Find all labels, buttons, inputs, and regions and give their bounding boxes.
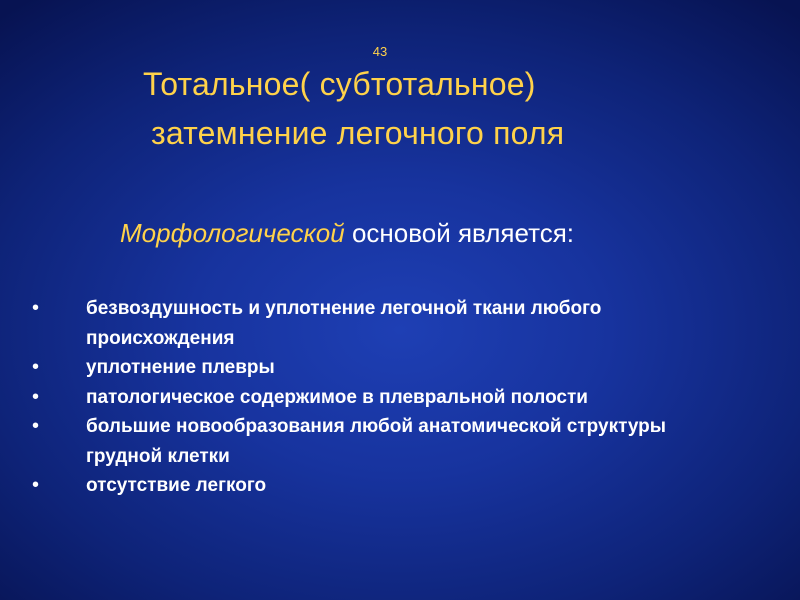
bullet-icon: • bbox=[32, 297, 40, 319]
bullet-text: отсутствие легкого bbox=[86, 475, 267, 496]
bullet-item bbox=[30, 353, 730, 383]
bullet-text: патологическое содержимое в плевральной полости bbox=[86, 386, 588, 408]
bullet-item bbox=[30, 471, 730, 501]
bullet-item bbox=[30, 412, 730, 471]
bullet-item bbox=[30, 383, 730, 413]
slide-subtitle bbox=[120, 218, 574, 249]
bullet-text: безвоздушность и уплотнение легочной ткани любого происхождения bbox=[86, 298, 602, 349]
bullet-item bbox=[30, 294, 730, 353]
bullet-text: большие новообразования любой анатомической структуры грудной клетки bbox=[86, 416, 667, 467]
bullet-text: уплотнение плевры bbox=[86, 357, 275, 378]
bullet-list bbox=[30, 294, 730, 501]
slide-title-line-1: Тотальное( субтотальное) bbox=[143, 66, 536, 102]
subtitle-emphasis: Морфологической bbox=[120, 218, 345, 248]
bullet-icon: • bbox=[32, 385, 40, 408]
bullet-icon: • bbox=[32, 356, 40, 378]
subtitle-rest: основой является: bbox=[344, 218, 575, 248]
bullet-icon: • bbox=[32, 474, 40, 496]
bullet-icon: • bbox=[32, 415, 40, 437]
slide-title-line-2: затемнение легочного поля bbox=[151, 115, 565, 151]
slide-number: 43 bbox=[372, 44, 388, 59]
